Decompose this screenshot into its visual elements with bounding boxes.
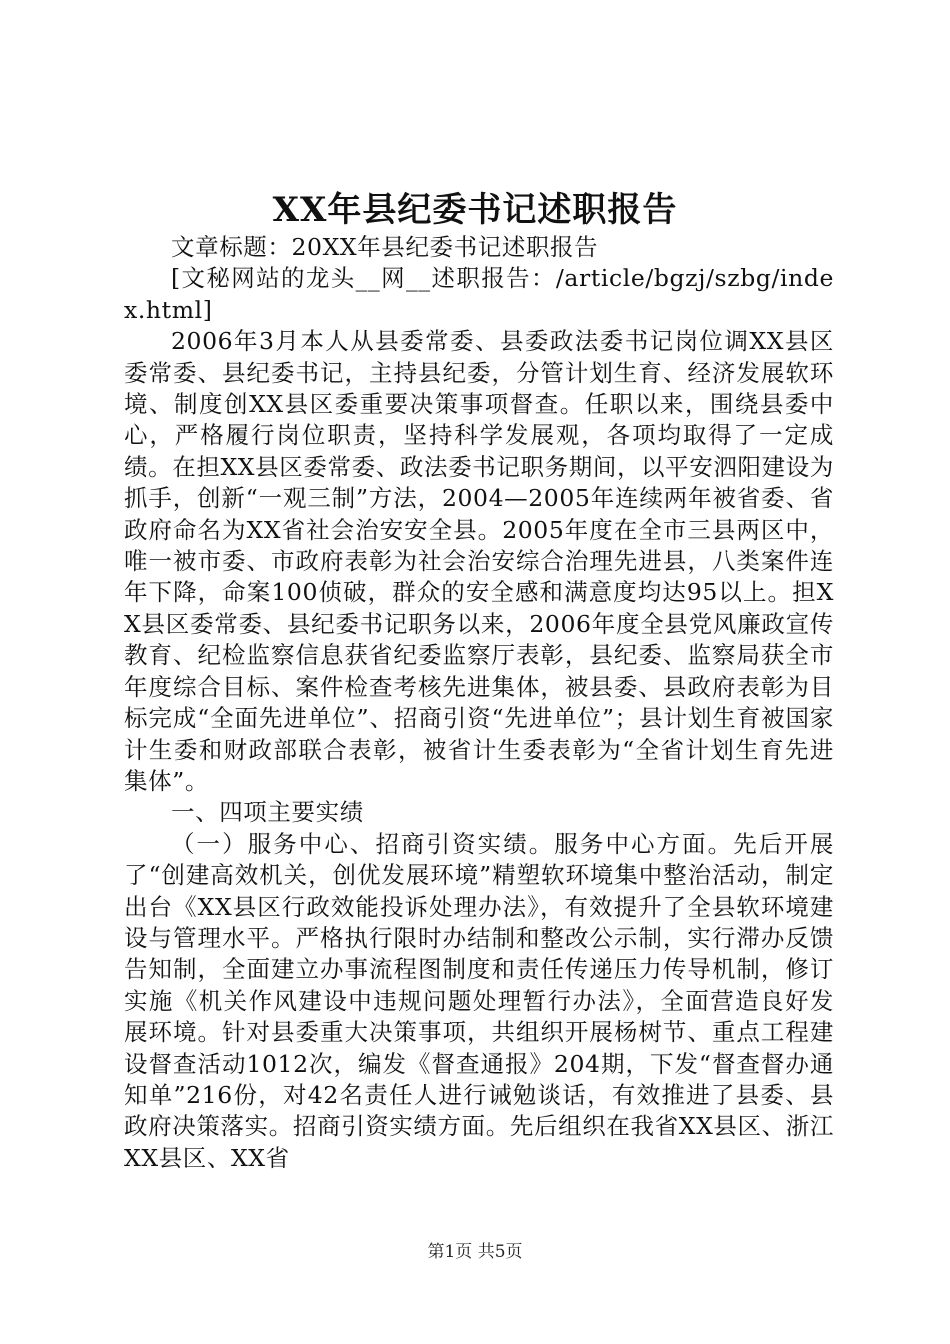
document-body [124, 232, 834, 1174]
source-line: [文秘网站的龙头__网__述职报告：/article/bgzj/szbg/index.html] [124, 264, 834, 324]
article-title-line: 文章标题：20XX年县纪委书记述职报告 [171, 233, 599, 261]
document-title: XX年县纪委书记述职报告 [272, 190, 678, 230]
paragraph-intro: 2006年3月本人从县委常委、县委政法委书记岗位调XX县区委常委、县纪委书记，主持县纪委，分管计划生育、经济发展软环境、制度创XX县区委重要决策事项督查。任职以来，围绕县委中心，严格履行岗位职责，坚持科学发展观，各项均取得了一定成绩。在担XX县区委常委、政法委书记职务期间，以平安泗阳建设为抓手，创新“一观三制”方法，2004—2005年连续两年被省委、省政府命名为XX省社会治安安全县。2005年度在全市三县两区中，唯一被市委、市政府表彰为社会治安综合治理先进县，八类案件连年下降，命案100侦破，群众的安全感和满意度均达95以上。担XX县区委常委、县纪委书记职务以来，2006年度全县党风廉政宣传教育、纪检监察信息获省纪委监察厅表彰，县纪委、监察局获全市年度综合目标、案件检查考核先进集体，被县委、县政府表彰为目标完成“全面先进单位”、招商引资“先进单位”；县计划生育被国家计生委和财政部联合表彰，被省计生委表彰为“全省计划生育先进集体”。 [124, 327, 834, 795]
section-heading: 一、四项主要实绩 [171, 798, 364, 827]
page-footer: 第1页 共5页 [427, 1242, 523, 1262]
paragraph-section-1: （一）服务中心、招商引资实绩。服务中心方面。先后开展了“创建高效机关，创优发展环境”精塑软环境集中整治活动，制定出台《XX县区行政效能投诉处理办法》，有效提升了全县软环境建设与管理水平。严格执行限时办结制和整改公示制，实行滞办反馈告知制，全面建立办事流程图制度和责任传递压力传导机制，修订实施《机关作风建设中违规问题处理暂行办法》，全面营造良好发展环境。针对县委重大决策事项，共组织开展杨树节、重点工程建设督查活动1012次，编发《督查通报》204期，下发“督查督办通知单”216份，对42名责任人进行诫勉谈话，有效推进了县委、县政府决策落实。招商引资实绩方面。先后组织在我省XX县区、浙江XX县区、XX省 [124, 829, 834, 1172]
